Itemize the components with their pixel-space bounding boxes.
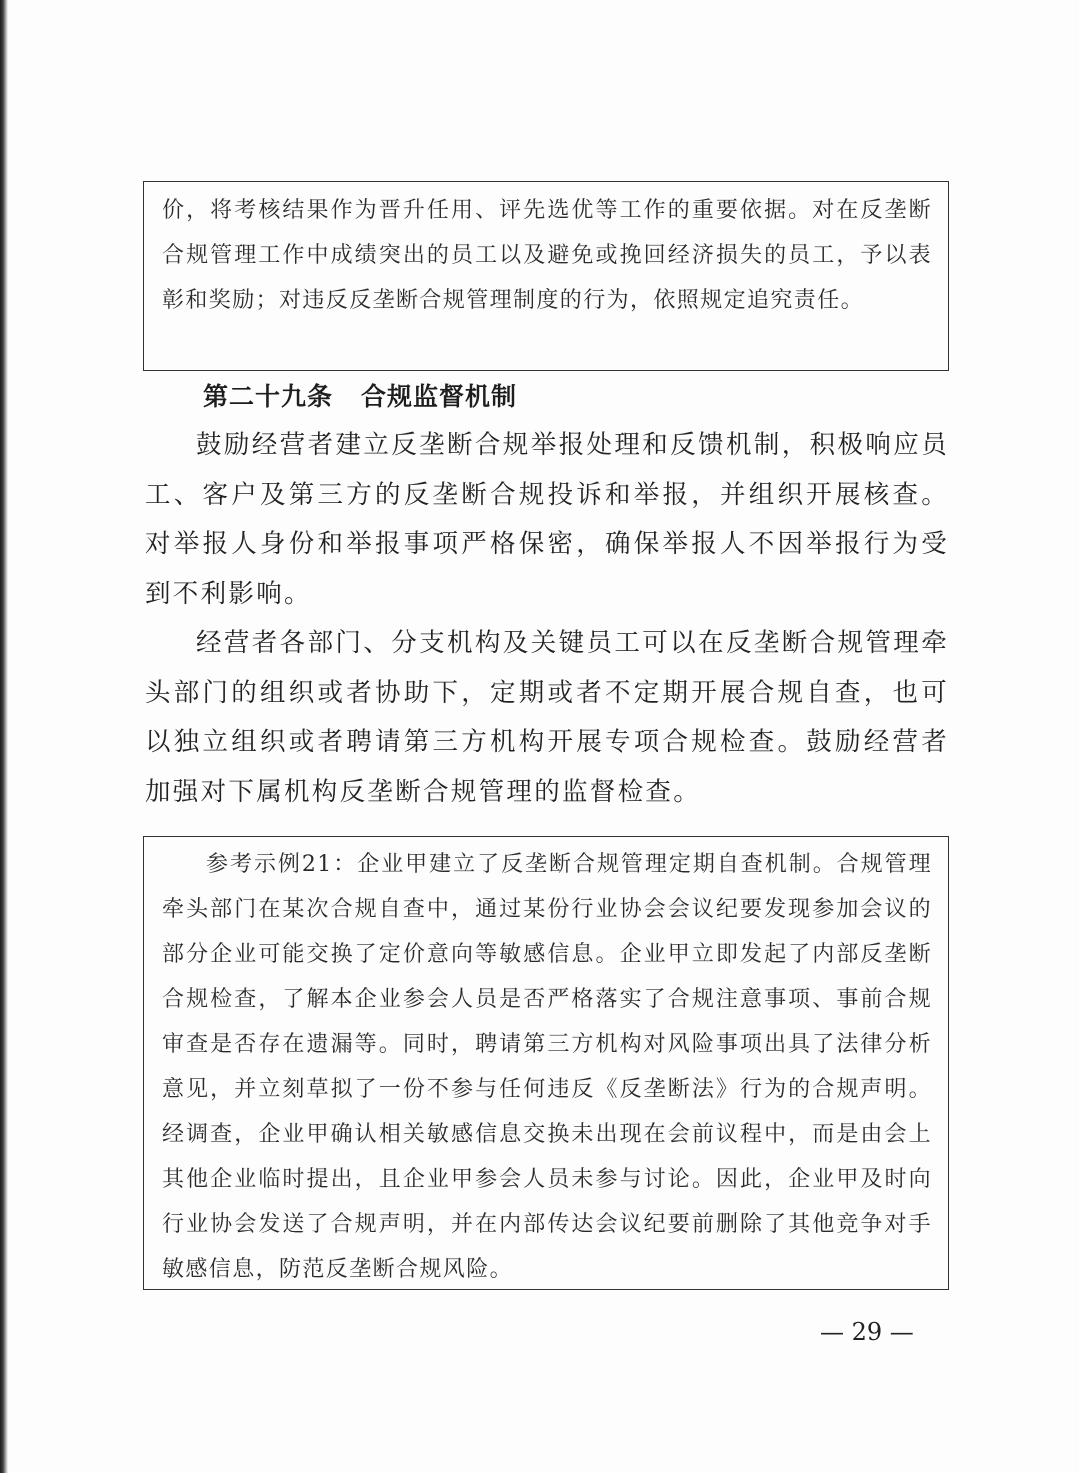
example-paragraph — [162, 842, 932, 1292]
page-number: — 29 — — [820, 1318, 914, 1346]
article-paragraph-2 — [145, 619, 949, 817]
article-title: 合规监督机制 — [361, 382, 518, 411]
paragraph-text: 经营者各部门、分支机构及关键员工可以在反垄断合规管理牵头部门的组织或者协助下，定期或者不定期开展合规自查，也可以独立组织或者聘请第三方机构开展专项合规检查。鼓励经营者加强对下属机构反垄断合规管理的监督检查。 — [145, 628, 949, 807]
reference-example-box — [143, 836, 949, 1290]
continuation-text: 价，将考核结果作为晋升任用、评先选优等工作的重要依据。对在反垄断合规管理工作中成绩突出的员工以及避免或挽回经济损失的员工，予以表彰和奖励；对违反反垄断合规管理制度的行为，依照规定追究责任。 — [162, 198, 932, 313]
article-heading — [203, 375, 517, 419]
example-label: 参考示例21： — [206, 852, 358, 877]
paragraph-text: 鼓励经营者建立反垄断合规举报处理和反馈机制，积极响应员工、客户及第三方的反垄断合规投诉和举报，并组织开展核查。对举报人身份和举报事项严格保密，确保举报人不因举报行为受到不利影响。 — [145, 430, 949, 609]
example-text: 企业甲建立了反垄断合规管理定期自查机制。合规管理牵头部门在某次合规自查中，通过某份行业协会会议纪要发现参加会议的部分企业可能交换了定价意向等敏感信息。企业甲立即发起了内部反垄断合规检查，了解本企业参会人员是否严格落实了合规注意事项、事前合规审查是否存在遗漏等。同时，聘请第三方机构对风险事项出具了法律分析意见，并立刻草拟了一份不参与任何违反《反垄断法》行为的合规声明。经调查，企业甲确认相关敏感信息交换未出现在会前议程中，而是由会上其他企业临时提出，且企业甲参会人员未参与讨论。因此，企业甲及时向行业协会发送了合规声明，并在内部传达会议纪要前删除了其他竞争对手敏感信息，防范反垄断合规风险。 — [162, 852, 932, 1282]
scanned-page-edge — [0, 0, 8, 1473]
article-number: 第二十九条 — [203, 382, 334, 411]
article-paragraph-1 — [145, 421, 949, 619]
continuation-box — [143, 181, 949, 371]
